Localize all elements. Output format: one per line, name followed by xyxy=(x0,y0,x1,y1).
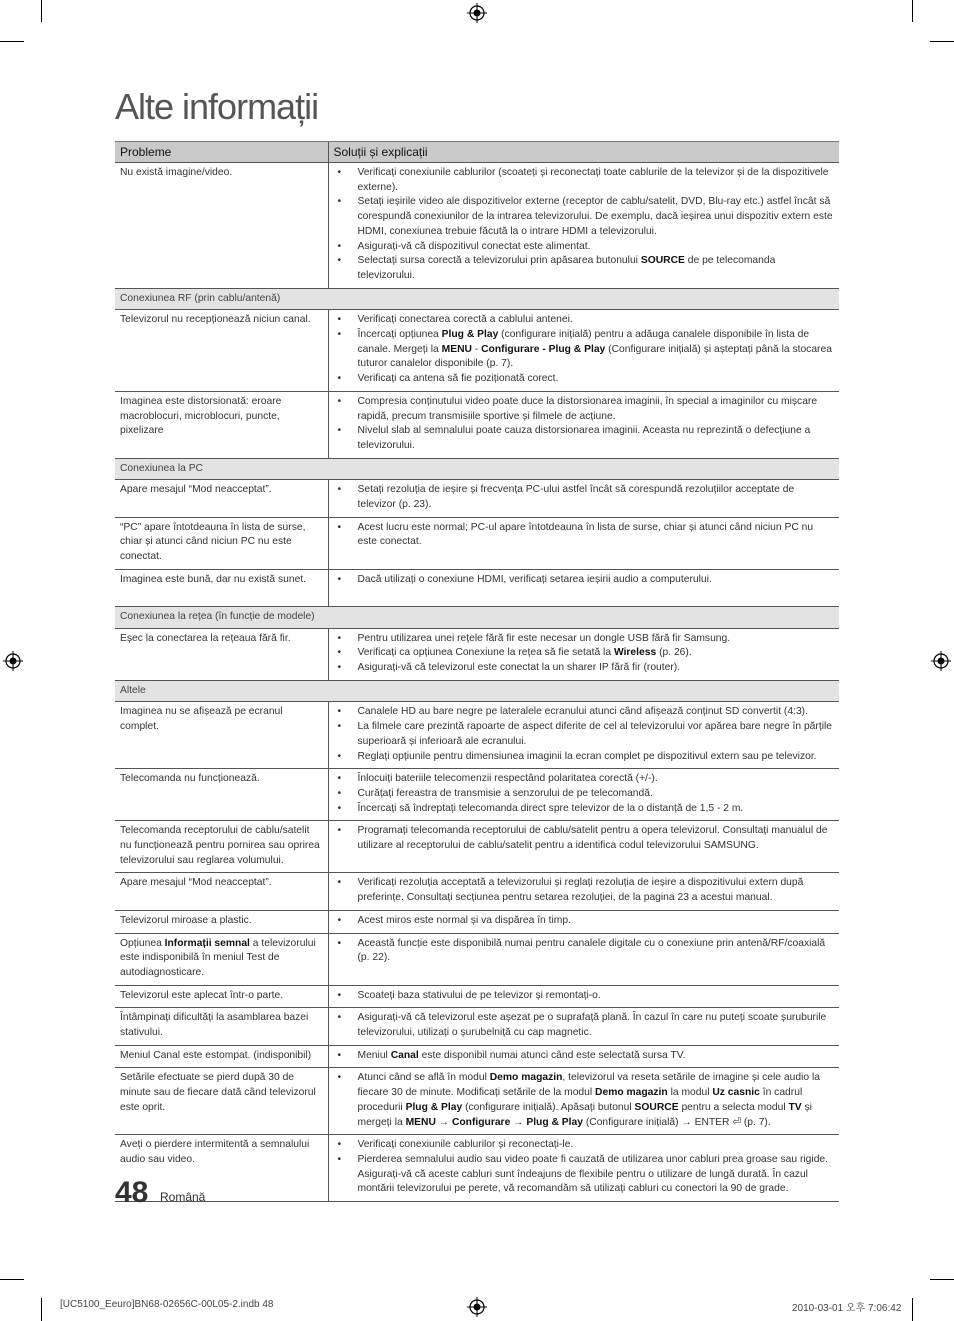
solution-item: • Pentru utilizarea unei rețele fără fir este necesar un dongle USB fără fir Samsung. xyxy=(358,632,835,647)
problem-cell: Televizorul nu recepționează niciun canal. xyxy=(115,310,328,392)
solution-item: • Acest miros este normal și va dispărea în timp. xyxy=(358,914,835,929)
solution-item: • Asigurați-vă că dispozitivul conectat este alimentat. xyxy=(358,240,835,255)
solutions-cell xyxy=(328,933,839,985)
solutions-cell xyxy=(328,310,839,392)
solutions-list xyxy=(334,914,835,929)
solutions-cell xyxy=(328,480,839,517)
problem-cell: Televizorul miroase a plastic. xyxy=(115,910,328,933)
header-solutions: Soluții și explicații xyxy=(328,142,839,163)
solutions-list xyxy=(334,705,835,764)
problem-cell: Eșec la conectarea la rețeaua fără fir. xyxy=(115,628,328,680)
solutions-list xyxy=(334,1138,835,1197)
table-row xyxy=(115,702,839,769)
solution-item: • Nivelul slab al semnalului poate cauza distorsionarea imaginii. Aceasta nu reprezintă o defecțiune a televizorului. xyxy=(358,424,835,453)
solutions-cell xyxy=(328,985,839,1008)
page-number: 48 xyxy=(115,1176,149,1209)
problem-cell: Nu există imagine/video. xyxy=(115,163,328,289)
table-row xyxy=(115,1068,839,1135)
solutions-list xyxy=(334,313,835,387)
solutions-cell xyxy=(328,163,839,289)
problem-cell: “PC” apare întotdeauna în lista de surse, chiar și atunci când niciun PC nu este conectat. xyxy=(115,517,328,569)
table-row xyxy=(115,821,839,873)
table-row xyxy=(115,1135,839,1202)
table-header-row xyxy=(115,142,839,163)
table-row xyxy=(115,628,839,680)
solutions-list xyxy=(334,632,835,676)
table-row xyxy=(115,517,839,569)
section-title: Conexiunea la rețea (în funcție de modele) xyxy=(115,606,839,628)
section-row xyxy=(115,680,839,702)
section-title: Conexiunea la PC xyxy=(115,458,839,480)
crop-mark xyxy=(0,41,24,42)
solutions-list xyxy=(334,1011,835,1040)
registration-mark-icon xyxy=(931,651,951,671)
table-row xyxy=(115,163,839,289)
solutions-list xyxy=(334,772,835,816)
solution-item: • Asigurați-vă că televizorul este așezat pe o suprafață plană. În cazul în care nu puteți scoate șuruburile televizorului, utilizați o șurubelniță cu cap magnetic. xyxy=(358,1011,835,1040)
problem-cell: Telecomanda receptorului de cablu/satelit nu funcționează pentru pornirea sau oprirea televizorului sau reglarea volumului. xyxy=(115,821,328,873)
solution-item: • Verificați conexiunile cablurilor (scoateți și reconectați toate cablurile de la televizor și de la dispozitivele externe). xyxy=(358,166,835,195)
crop-mark xyxy=(0,1279,24,1280)
crop-mark xyxy=(930,41,954,42)
solutions-list xyxy=(334,573,835,588)
problem-cell: Apare mesajul “Mod neacceptat”. xyxy=(115,873,328,910)
problem-cell: Imaginea este distorsionată: eroare macroblocuri, microblocuri, puncte, pixelizare xyxy=(115,391,328,458)
solutions-list xyxy=(334,1071,835,1130)
page-title: Alte informații xyxy=(115,86,319,127)
solutions-cell xyxy=(328,702,839,769)
solution-item: • Această funcție este disponibilă numai pentru canalele digitale cu o conexiune prin antenă/RF/coaxială (p. 22). xyxy=(358,937,835,966)
table-row xyxy=(115,910,839,933)
section-row xyxy=(115,606,839,628)
problem-cell: Apare mesajul “Mod neacceptat”. xyxy=(115,480,328,517)
problem-cell: Telecomanda nu funcționează. xyxy=(115,769,328,821)
problem-cell: Aveți o pierdere intermitentă a semnalului audio sau video. xyxy=(115,1135,328,1202)
problem-cell: Imaginea nu se afișează pe ecranul complet. xyxy=(115,702,328,769)
solution-item: • Compresia conținutului video poate duce la distorsionarea imaginii, în special a imaginilor cu mișcare rapidă, precum transmisiile sportive și filmele de acțiune. xyxy=(358,395,835,424)
crop-mark xyxy=(41,1298,42,1321)
registration-mark-icon xyxy=(3,651,23,671)
solution-item: • Dacă utilizați o conexiune HDMI, verificați setarea ieșirii audio a computerului. xyxy=(358,573,835,588)
table-row xyxy=(115,310,839,392)
solution-item: • Reglați opțiunile pentru dimensiunea imaginii la ecran complet pe dispozitivul extern sau pe televizor. xyxy=(358,750,835,765)
solution-item: • Atunci când se află în modul Demo magazin, televizorul va reseta setările de imagine și cele audio la fiecare 30 de minute. Modificați setările de la modul Demo magazin la modul Uz casnic în cadrul procedurii Plug & Play (configurare inițială). Apăsați butonul SOURCE pentru a selecta modul TV și mergeți la MENU → Configurare → Plug & Play (Configurare inițială) → ENTER ⏎ (p. 7). xyxy=(358,1071,835,1130)
solutions-cell xyxy=(328,821,839,873)
solution-item: • Verificați conectarea corectă a cablului antenei. xyxy=(358,313,835,328)
solution-item: • Înlocuiți bateriile telecomenzii respectând polaritatea corectă (+/-). xyxy=(358,772,835,787)
solutions-cell xyxy=(328,910,839,933)
solution-item: • Încercați opțiunea Plug & Play (configurare inițială) pentru a adăuga canalele disponibile în lista de canale. Mergeți la MENU - Configurare - Plug & Play (Configurare inițială) și așteptați până la stocarea tuturor canalelor disponibile (p. 7). xyxy=(358,328,835,372)
solution-item: • Verificați ca antena să fie poziționată corect. xyxy=(358,372,835,387)
solutions-cell xyxy=(328,391,839,458)
page-language: Română xyxy=(160,1190,206,1204)
solution-item: • Scoateți baza stativului de pe televizor și remontați-o. xyxy=(358,989,835,1004)
solutions-list xyxy=(334,521,835,550)
problem-cell: Întâmpinați dificultăți la asamblarea bazei stativului. xyxy=(115,1008,328,1045)
solutions-list xyxy=(334,395,835,454)
table-row xyxy=(115,873,839,910)
table-row xyxy=(115,569,839,606)
solutions-list xyxy=(334,876,835,905)
table-row xyxy=(115,480,839,517)
solutions-cell xyxy=(328,1045,839,1068)
problem-cell: Imaginea este bună, dar nu există sunet. xyxy=(115,569,328,606)
solutions-list xyxy=(334,989,835,1004)
solutions-cell xyxy=(328,517,839,569)
solution-item: • Pierderea semnalului audio sau video poate fi cauzată de utilizarea unor cabluri prea groase sau rigide. Asigurați-vă că aceste cabluri sunt îndeajuns de flexibile pentru o utilizare de lungă durată. În cazul montării televizorului pe perete, vă recomandăm să utilizați cabluri cu conectori la 90 de grade. xyxy=(358,1153,835,1197)
problem-cell: Setările efectuate se pierd după 30 de minute sau de fiecare dată când televizorul este oprit. xyxy=(115,1068,328,1135)
crop-mark xyxy=(930,1279,954,1280)
solutions-list xyxy=(334,824,835,853)
problem-cell: Televizorul este aplecat într-o parte. xyxy=(115,985,328,1008)
solution-item: • Verificați rezoluția acceptată a televizorului și reglați rezoluția de ieșire a dispozitivului extern după preferințe. Consultați secțiunea pentru setarea rezoluției, de la pagina 23 a acestui manual. xyxy=(358,876,835,905)
solutions-list xyxy=(334,1049,835,1064)
crop-mark xyxy=(912,0,913,22)
table-row xyxy=(115,769,839,821)
header-problems: Probleme xyxy=(115,142,328,163)
footer-date-info: 2010-03-01 오후 7:06:42 xyxy=(792,1303,902,1314)
table-row xyxy=(115,933,839,985)
solution-item: • Verificați conexiunile cablurilor și reconectați-le. xyxy=(358,1138,835,1153)
solutions-cell xyxy=(328,769,839,821)
registration-mark-icon xyxy=(467,3,487,23)
solutions-list xyxy=(334,166,835,284)
solution-item: • Curățați fereastra de transmisie a senzorului de pe telecomandă. xyxy=(358,787,835,802)
solutions-cell xyxy=(328,1135,839,1202)
solution-item: • Meniul Canal este disponibil numai atunci când este selectată sursa TV. xyxy=(358,1049,835,1064)
table-row xyxy=(115,1008,839,1045)
solutions-cell xyxy=(328,873,839,910)
section-row xyxy=(115,458,839,480)
troubleshooting-table xyxy=(115,141,839,1202)
solutions-cell xyxy=(328,569,839,606)
crop-mark xyxy=(912,1298,913,1321)
table-body xyxy=(115,163,839,1202)
solution-item: • Încercați să îndreptați telecomanda direct spre televizor de la o distanță de 1,5 - 2 m. xyxy=(358,802,835,817)
problem-cell: Opțiunea Informații semnal a televizorului este indisponibilă în meniul Test de autodiagnosticare. xyxy=(115,933,328,985)
solution-item: • Verificați ca opțiunea Conexiune la rețea să fie setată la Wireless (p. 26). xyxy=(358,646,835,661)
solutions-list xyxy=(334,483,835,512)
section-title: Altele xyxy=(115,680,839,702)
solution-item: • La filmele care prezintă rapoarte de aspect diferite de cel al televizorului vor apărea bare negre în părțile superioară și inferioară ale ecranului. xyxy=(358,720,835,749)
section-title: Conexiunea RF (prin cablu/antenă) xyxy=(115,288,839,310)
solution-item: • Programați telecomanda receptorului de cablu/satelit pentru a opera televizorul. Consultați manualul de utilizare al receptorului de cablu/satelit pentru a identifica codul televizorului SAMSUNG. xyxy=(358,824,835,853)
footer-file-info: [UC5100_Eeuro]BN68-02656C-00L05-2.indb 48 xyxy=(60,1299,274,1310)
solution-item: • Setați rezoluția de ieșire și frecvența PC-ului astfel încât să corespundă rezoluțiilor acceptate de televizor (p. 23). xyxy=(358,483,835,512)
solution-item: • Setați ieșirile video ale dispozitivelor externe (receptor de cablu/satelit, DVD, Blu-ray etc.) astfel încât să corespundă conexiunilor de la intrarea televizorului. De exemplu, dacă ieșirea unui dispozitiv extern este HDMI, conexiunea trebuie făcută la o intrare HDMI a televizorului. xyxy=(358,195,835,239)
solutions-cell xyxy=(328,1008,839,1045)
crop-mark xyxy=(41,0,42,22)
solution-item: • Selectați sursa corectă a televizorului prin apăsarea butonului SOURCE de pe telecomanda televizorului. xyxy=(358,254,835,283)
table-row xyxy=(115,1045,839,1068)
solutions-cell xyxy=(328,1068,839,1135)
table-row xyxy=(115,391,839,458)
solution-item: • Acest lucru este normal; PC-ul apare întotdeauna în lista de surse, chiar și atunci când niciun PC nu este conectat. xyxy=(358,521,835,550)
solutions-list xyxy=(334,937,835,966)
table-row xyxy=(115,985,839,1008)
problem-cell: Meniul Canal este estompat. (indisponibil) xyxy=(115,1045,328,1068)
section-row xyxy=(115,288,839,310)
solution-item: • Canalele HD au bare negre pe lateralele ecranului atunci când afișează conținut SD convertit (4:3). xyxy=(358,705,835,720)
registration-mark-icon xyxy=(467,1297,487,1317)
solutions-cell xyxy=(328,628,839,680)
solution-item: • Asigurați-vă că televizorul este conectat la un sharer IP fără fir (router). xyxy=(358,661,835,676)
